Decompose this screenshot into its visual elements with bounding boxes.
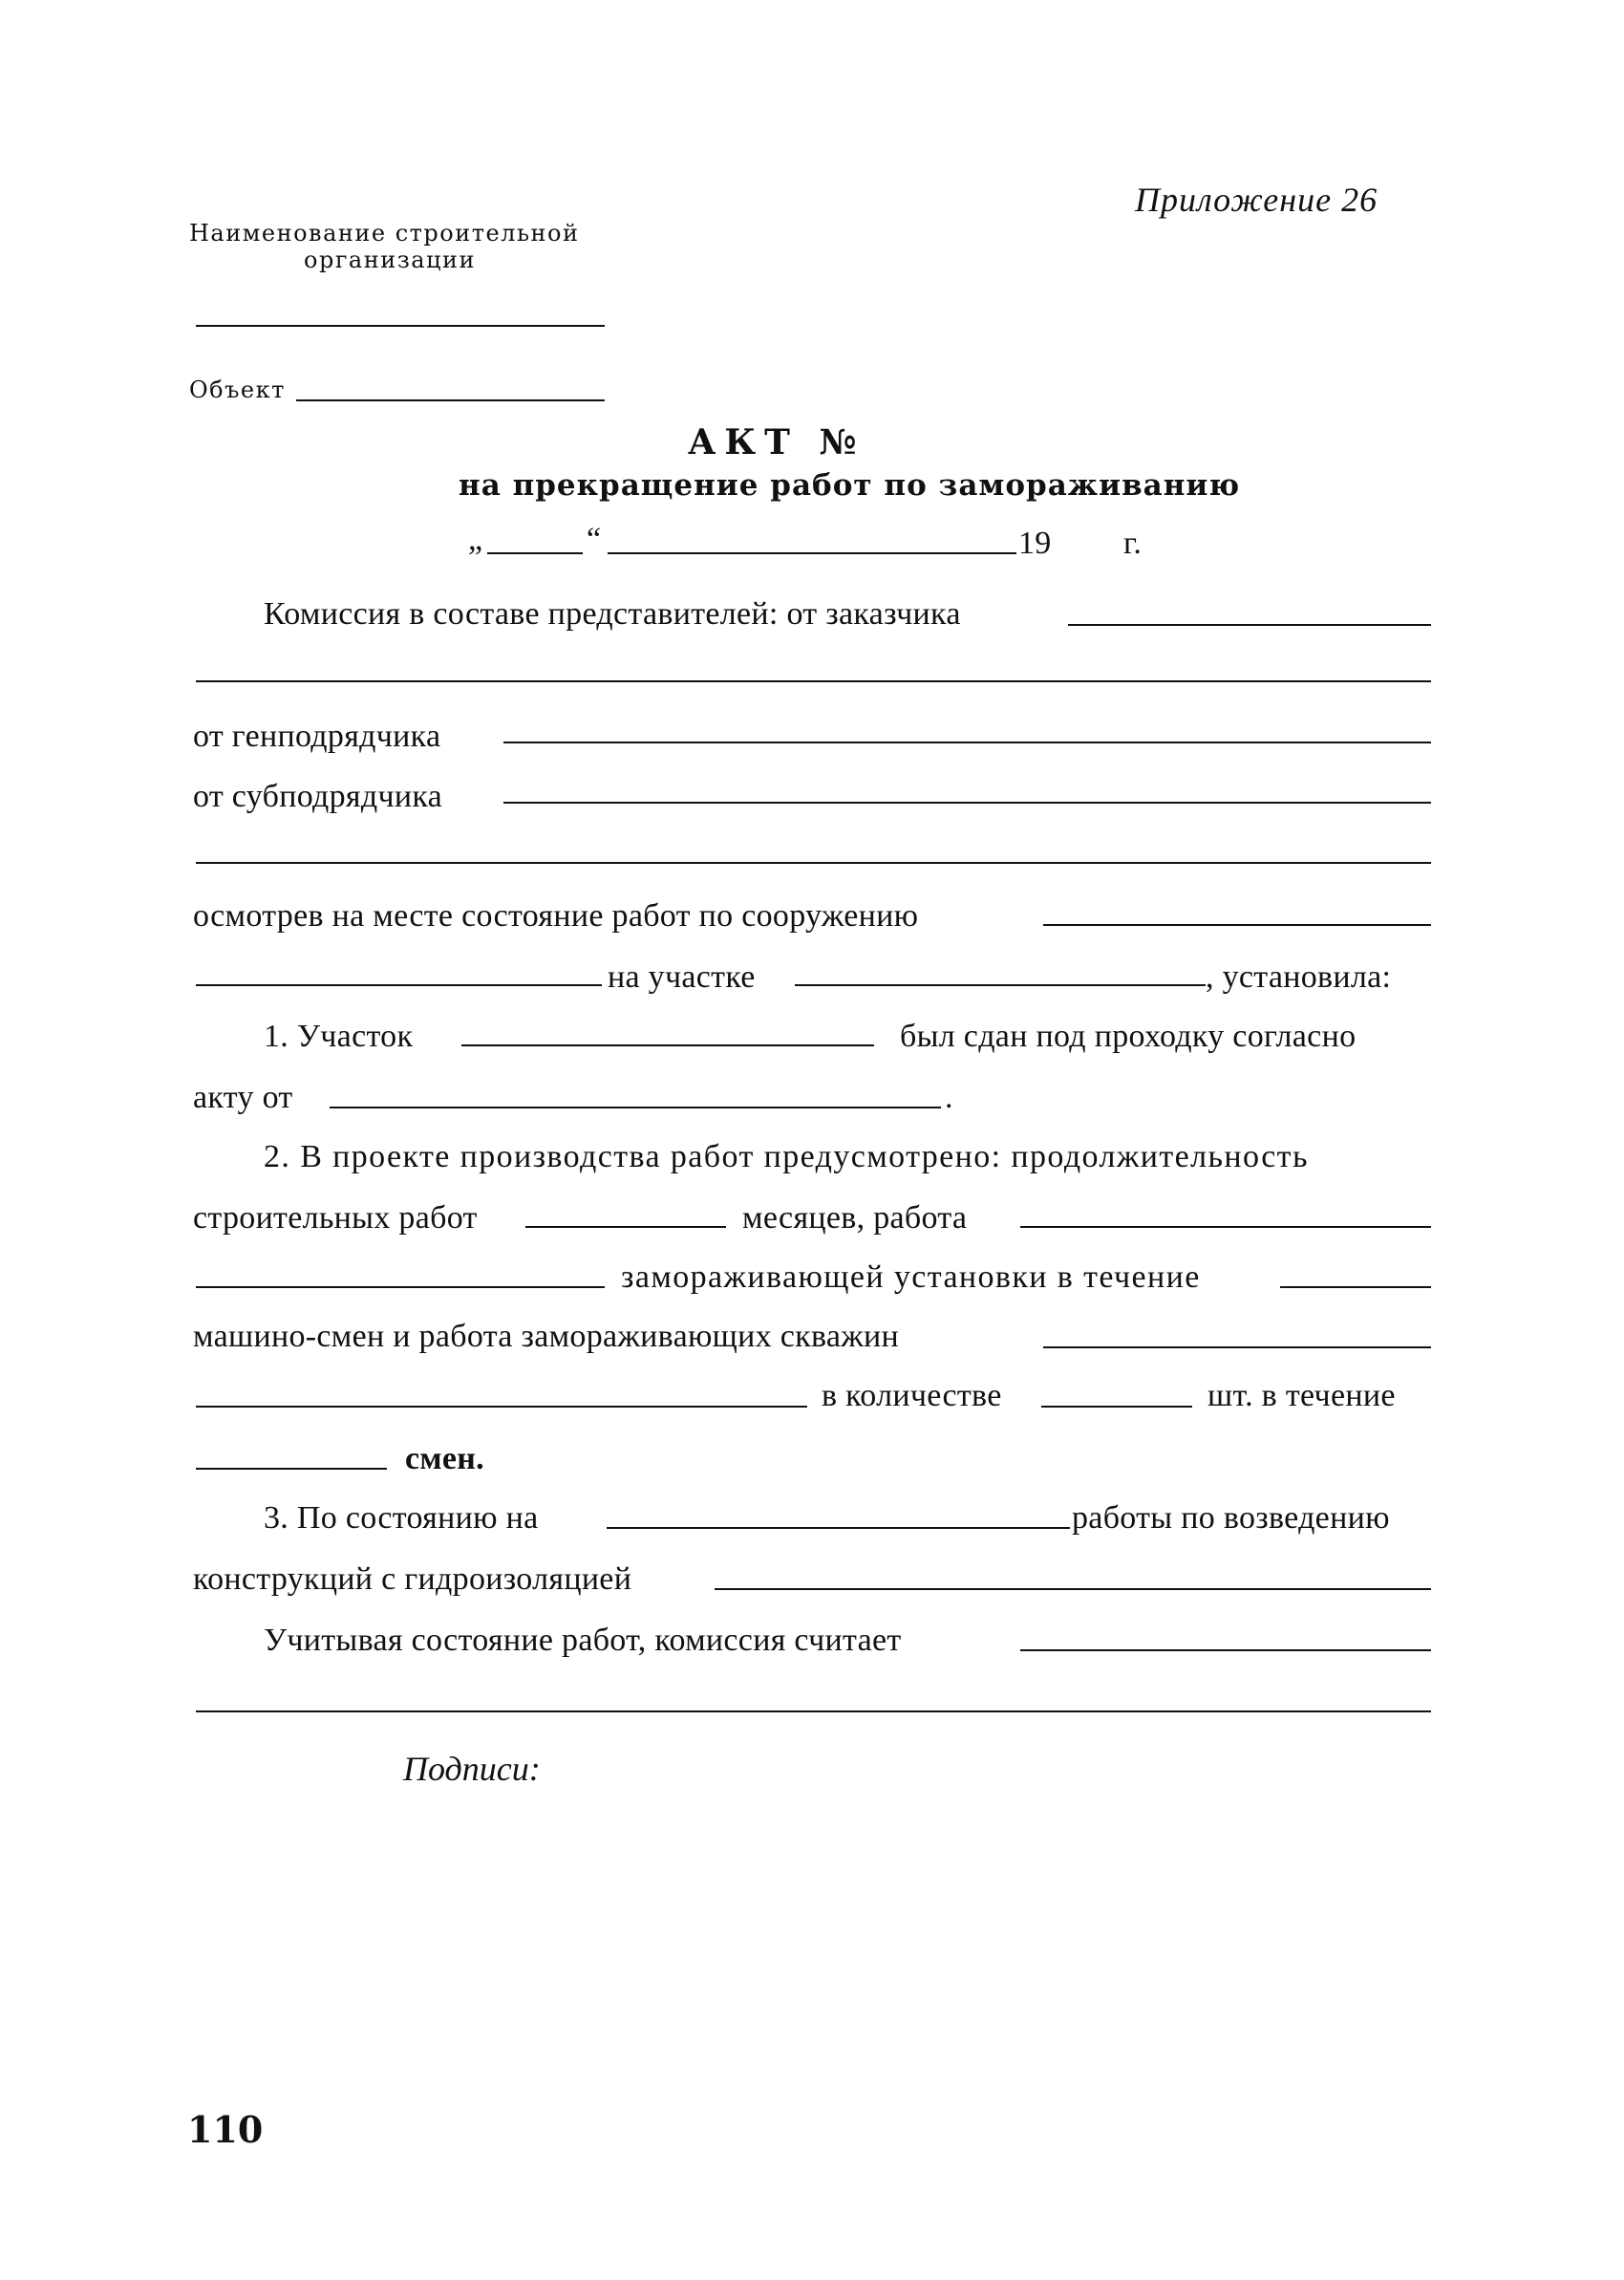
quantity-label: в количестве [822,1378,1002,1413]
wells-quantity-field[interactable] [1041,1406,1192,1408]
object-field[interactable] [296,399,605,401]
status-date-field[interactable] [607,1527,1070,1529]
object-label: Объект [189,376,286,403]
org-name-field[interactable] [196,325,605,327]
org-name-label-line1: Наименование строительной [189,220,580,247]
year-suffix: г. [1123,526,1143,561]
considering-text: Учитывая состояние работ, комиссия считает [264,1623,902,1658]
item1-end: . [945,1080,953,1115]
general-contractor-field[interactable] [503,742,1431,743]
subcontractor-field[interactable] [503,802,1431,804]
general-contractor-label: от генподрядчика [193,719,441,754]
freezing-unit-label: замораживающей установки в течение [621,1259,1201,1295]
conclusion-field-continued[interactable] [196,1710,1431,1712]
act-label: акту от [193,1080,293,1115]
act-date-field[interactable] [330,1107,941,1108]
months-label: месяцев, работа [742,1200,968,1236]
date-quote-close: “ [587,522,602,557]
subcontractor-field-continued[interactable] [196,862,1431,864]
freezing-work-field-continued[interactable] [196,1286,605,1288]
structure-field-continued[interactable] [196,984,602,986]
appendix-label: Приложение 26 [1135,181,1378,219]
shifts-label: смен. [405,1441,484,1476]
item1-middle: был сдан под проходку согласно [900,1019,1357,1054]
date-quote-open: „ [468,522,483,557]
date-month-field[interactable] [608,552,1016,554]
document-title: АКТ № [688,422,865,462]
site-field[interactable] [795,984,1206,986]
structure-field[interactable] [1043,924,1431,926]
site-label: на участке [608,959,756,995]
date-day-field[interactable] [487,552,583,554]
org-name-label-line2: организации [304,247,477,273]
customer-field[interactable] [1068,624,1431,626]
commission-text: Комиссия в составе представителей: от заказчика [264,596,961,632]
subcontractor-label: от субподрядчика [193,779,443,814]
wells-field[interactable] [1043,1346,1431,1348]
signatures-label: Подписи: [403,1750,541,1788]
established-text: , установила: [1206,959,1392,995]
item3-start: 3. По состоянию на [264,1500,539,1536]
construction-works-label: строительных работ [193,1200,478,1236]
customer-field-continued[interactable] [196,680,1431,682]
page-number: 110 [187,2108,264,2151]
item2-line1: 2. В проекте производства работ предусмотрено: продолжительность [264,1139,1309,1174]
pcs-label: шт. в течение [1207,1378,1396,1413]
freezing-unit-duration-field[interactable] [1280,1286,1431,1288]
machine-shifts-label: машино-смен и работа замораживающих скважин [193,1319,900,1354]
wells-field-continued[interactable] [196,1406,807,1408]
section-field[interactable] [461,1044,874,1046]
construction-months-field[interactable] [525,1226,726,1228]
inspection-text: осмотрев на месте состояние работ по сооружению [193,898,919,934]
constructions-label: конструкций с гидроизоляцией [193,1561,632,1597]
document-subtitle: на прекращение работ по замораживанию [459,468,1241,503]
freezing-work-field[interactable] [1020,1226,1431,1228]
item3-works-label: работы по возведению [1072,1500,1390,1536]
constructions-field[interactable] [715,1588,1431,1590]
wells-shifts-field[interactable] [196,1468,387,1470]
item1-start: 1. Участок [264,1019,414,1054]
conclusion-field[interactable] [1020,1649,1431,1651]
year-prefix: 19 [1018,526,1052,561]
